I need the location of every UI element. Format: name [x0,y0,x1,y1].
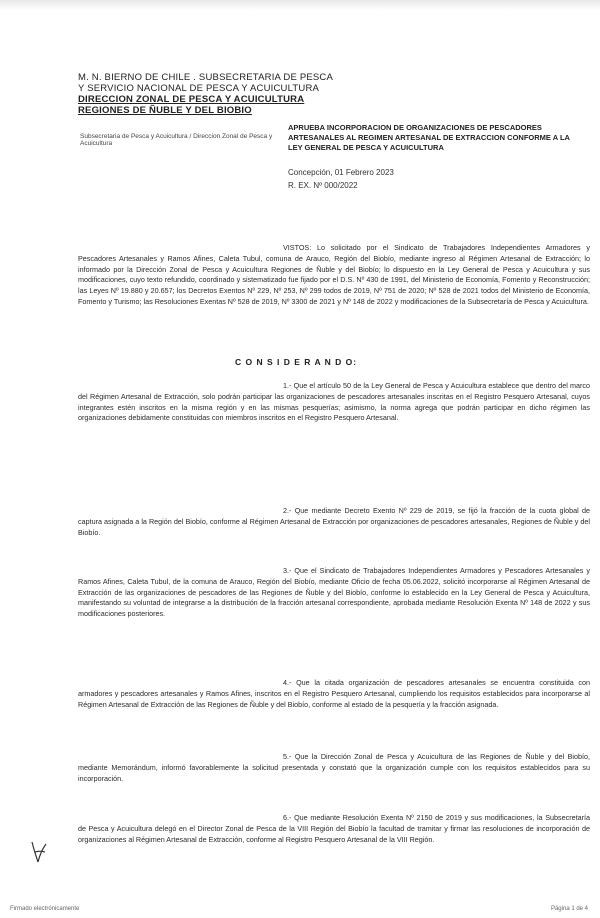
footer-left: Firmado electrónicamente [10,906,80,912]
scan-top-edge [0,0,600,10]
considerando-heading: C O N S I D E R A N D O: [235,357,358,367]
considerando-1 [78,381,590,424]
header-line-1: M. N. BIERNO DE CHILE . SUBSECRETARIA DE PESCA [78,72,334,83]
header-line-3: DIRECCION ZONAL DE PESCA Y ACUICULTURA [78,94,305,105]
considerando-2 [78,506,590,538]
considerando-2-text: 2.- Que mediante Decreto Exento Nº 229 de 2019, se fijó la fracción de la cuota global de captura asignada a la Región del Biobío, conforme al Régimen Artesanal de Extracción por organizaciones de pescadores artesanales, Regiones de Ñuble y del Biobío. [78,506,590,537]
considerando-4 [78,678,590,710]
header-small-note: Subsecretaria de Pesca y Acuicultura / Direccion Zonal de Pesca y Acuicultura [80,133,273,147]
vistos-paragraph [78,243,590,308]
place-date: Concepción, 01 Febrero 2023 [288,168,394,177]
vistos-text: VISTOS: Lo solicitado por el Sindicato de Trabajadores Independientes Armadores y Pescadores Artesanales y Ramos Afines, Caleta Tubul, comuna de Arauco, Región del Biobío, mediante ingreso al Régimen Artesanal de Extracción; lo informado por la Dirección Zonal de Pesca y Acuicultura Regiones de Ñuble y del Biobío; lo dispuesto en la Ley General de Pesca y Acuicultura y sus modificaciones, cuyo texto refundido, coordinado y sistematizado fue fijado por el D.S. Nº 430 de 1991, del Ministerio de Economía, Fomento y Reconstrucción; las Leyes Nº 19.880 y 20.657; los Decretos Exentos Nº 229, Nº 253, Nº 299 todos de 2019, Nº 751 de 2020; Nº 528 de 2021 todos del Ministerio de Economía, Fomento y Turismo; las Resoluciones Exentas Nº 528 de 2019, Nº 3300 de 2021 y Nº 148 de 2022 y modificaciones de la Subsecretaría de Pesca y Acuicultura. [78,243,590,306]
considerando-1-text: 1.- Que el artículo 50 de la Ley General de Pesca y Acuicultura establece que dentro del marco del Régimen Artesanal de Extracción, solo podrán participar las organizaciones de pescadores artesanales inscritas en el Registro Pesquero Artesanal, cuyos integrantes estén inscritos en la misma región y en las mismas pesquerías; asimismo, la norma agrega que podrán participar en dicho régimen las organizaciones debidamente constituidas con miembros inscritos en el Registro Pesquero Artesanal. [78,381,590,423]
considerando-4-text: 4.- Que la citada organización de pescadores artesanales se encuentra constituida con armadores y pescadores artesanales y Ramos Afines, inscritos en el Registro Pesquero Artesanal, cumpliendo los requisitos establecidos para incorporarse al Régimen Artesanal de Extracción de las Regiones de Ñuble y del Biobío, conforme al estado de la pesquería y la fracción asignada. [78,678,590,709]
resolution-reference-title: APRUEBA INCORPORACION DE ORGANIZACIONES DE PESCADORES ARTESANALES AL REGIMEN ARTESANAL DE EXTRACCION CONFORME A LA LEY GENERAL DE PESCA Y ACUICULTURA [288,123,570,152]
agency-header [78,72,333,116]
considerando-3 [78,566,590,620]
considerando-5-text: 5.- Que la Dirección Zonal de Pesca y Acuicultura de las Regiones de Ñuble y del Biobío, mediante Memorándum, informó favorablemente la solicitud presentada y constató que la organización cumple con los requisitos establecidos para su incorporación. [78,752,590,783]
header-line-2: Y SERVICIO NACIONAL DE PESCA Y ACUICULTURA [78,83,320,94]
considerando-3-text: 3.- Que el Sindicato de Trabajadores Independientes Armadores y Pescadores Artesanales y Ramos Afines, Caleta Tubul, de la comuna de Arauco, Región del Biobío, mediante Oficio de fecha 05.06.2022, solicitó incorporarse al Régimen Artesanal de Extracción de las organizaciones de pescadores de las Regiones de Ñuble y del Biobío, conforme lo establecido en la Ley General de Pesca y Acuicultura, manifestando su voluntad de integrarse a la distribución de la fracción artesanal correspondiente, aprobada mediante Resolución Exenta Nº 148 de 2022 y sus modificaciones posteriores. [78,566,590,619]
considerando-6-text: 6.- Que mediante Resolución Exenta Nº 2150 de 2019 y sus modificaciones, la Subsecretaría de Pesca y Acuicultura delegó en el Director Zonal de Pesca de la VIII Región del Biobío la facultad de tramitar y firmar las resoluciones de incorporación de organizaciones al Régimen Artesanal de Extracción, conforme al Registro Pesquero Artesanal de la VIII Región. [78,813,590,844]
initials-mark [28,838,50,868]
footer-right: Página 1 de 4 [550,906,588,912]
resolution-number: R. EX. Nº 000/2022 [288,181,358,190]
considerando-5 [78,752,590,784]
considerando-6 [78,813,590,845]
header-line-4: REGIONES DE ÑUBLE Y DEL BIOBIO [78,105,252,116]
